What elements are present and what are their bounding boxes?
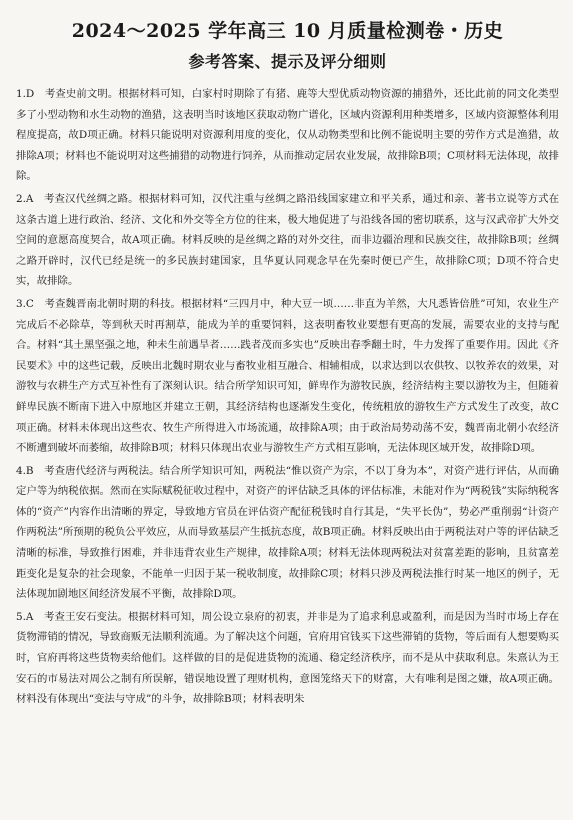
answer-item-2: 2.A 考查汉代丝绸之路。根据材料可知，汉代注重与丝绸之路沿线国家建立和平关系，通过和亲、著书立说等方式在这条古道上进行政治、经济、文化和外交等全方位的往来，极大地促进了与沿线各国的密切联系，这与汉武帝扩大外交空间的意愿高度契合，故A项正确。材料反映的是丝绸之路的对外交往，而非边疆治理和民族交往，故排除B项；丝绸之路开辟时，汉代已经是统一的多民族封建国家，且华夏认同观念早在先秦时便已产生，故排除C项；D项不符合史实，故排除。 bbox=[16, 192, 559, 288]
answer-item-5: 5.A 考查王安石变法。根据材料可知，周公设立泉府的初衷，并非是为了追求利息或盈利，而是因为当时市场上存在货物滞销的情况，导致商贩无法顺利流通。为了解决这个问题，官府用官钱买下这些滞销的货物，等后面有人想要购买时，官府再将这些货物卖给他们。这样做的目的是促进货物的流通、稳定经济秩序，而不是从中获取利息。朱熹认为王安石的市易法对周公之制有所误解，错误地设置了理财机构，意图笼络天下的财富，大有唯利是图之嫌，故A项正确。材料没有体现出“变法与守成”的斗争，故排除B项；材料表明朱 bbox=[16, 610, 559, 706]
answer-item-4: 4.B 考查唐代经济与两税法。结合所学知识可知，两税法“惟以资产为宗，不以丁身为本”，对资产进行评估，从而确定户等为纳税依据。然而在实际赋税征收过程中，对资产的评估缺乏具体的评估标准，未能对作为“两税钱”实际纳税客体的“资产”内容作出清晰的界定，导致地方官员在评估资产配征税钱时自行其是，“失平长伪”，势必严重削弱“计资产作两税法”所预期的税负公平效应，从而导致基层产生抵抗态度，故B项正确。材料反映出由于两税法对户等的评估缺乏清晰的标准，导致推行困难，并非违背农业生产规律，故排除A项；材料无法体现两税法对贫富差距的影响，且贫富差距变化是复杂的社会现象，不能单一归因于某一税收制度，故排除C项；材料只涉及两税法推行时某一地区的例子，无法体现加剧地区间经济发展不平衡，故排除D项。 bbox=[16, 464, 559, 601]
page-title: 2024～2025 学年高三 10 月质量检测卷・历史 bbox=[71, 20, 504, 42]
answer-item-1: 1.D 考查史前文明。根据材料可知，白家村时期除了有猪、鹿等大型优质动物资源的捕猎外，还比此前的同文化类型多了小型动物和水生动物的渔猎，这表明当时该地区获取动物广谱化，区域内资源利用种类增多，区域内资源整体利用程度提高，故D项正确。材料只能说明对资源利用度的变化，仅从动物类型和比例不能说明主要的劳作方式是渔猎，故排除A项；材料也不能说明对这些捕猎的动物进行饲养，从而推动定居农业发展，故排除B项；C项材料无法体现，故排除。 bbox=[16, 88, 559, 183]
page-subtitle: 参考答案、提示及评分细则 bbox=[188, 52, 387, 71]
answer-item-3: 3.C 考查魏晋南北朝时期的科技。根据材料“三四月中，种大豆一顷……非直为羊然，大凡悉皆倍胜”可知，农业生产完成后不必除草，等到秋天时再割草，能成为羊的重要饲料，这表明畜牧业要想有更高的发展，需要农业的支持与配合。材料“其土黑坚强之地，种未生前遇旱者……践者茂而多实也”反映出春季翻土时，牛力发挥了重要作用。因此《齐民要术》中的这些记载，反映出北魏时期农业与畜牧业相互融合、相辅相成，以求达到以农供牧、以牧养农的效果，对游牧与农耕生产方式互补性有了深刻认识。结合所学知识可知，鲜卑作为游牧民族，经济结构主要以游牧为主，但随着鲜卑民族不断南下进入中原地区并建立王朝，其经济结构也逐渐发生变化，传统粗放的游牧生产方式发生了改变，故C项正确。材料未体现出这些农、牧生产所得进入市场流通，故排除A项；由于政治局势动荡不安，魏晋南北朝小农经济不断遭到破坏而萎缩，故排除B项；材料只体现出农业与游牧生产方式相互影响，无法体现区域开发，故排除D项。 bbox=[16, 297, 559, 455]
